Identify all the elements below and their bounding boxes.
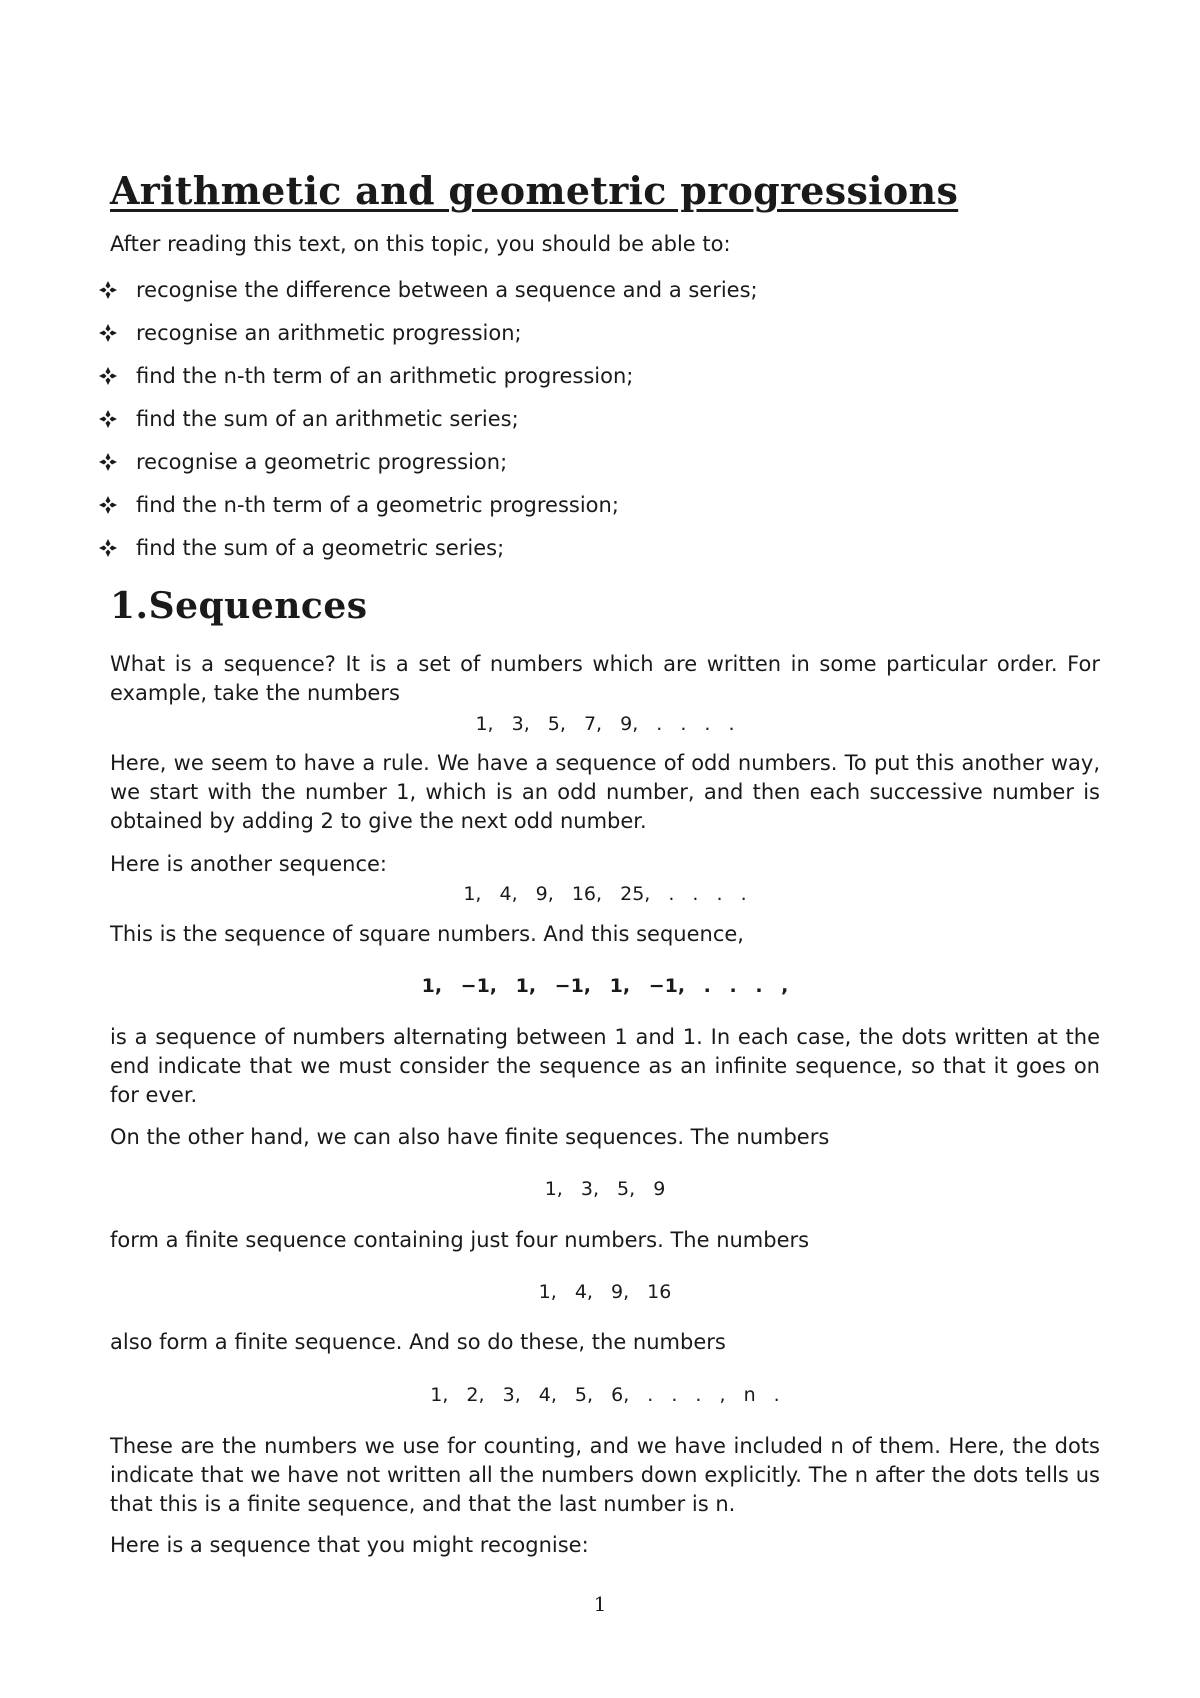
diamond-bullet-icon xyxy=(98,280,118,300)
list-item xyxy=(98,526,758,569)
diamond-bullet-icon xyxy=(98,366,118,386)
objective-text: find the n-th term of a geometric progression; xyxy=(136,492,619,517)
list-item xyxy=(98,397,758,440)
diamond-bullet-icon xyxy=(98,409,118,429)
paragraph: Here is another sequence: xyxy=(110,852,387,876)
paragraph: This is the sequence of square numbers. And this sequence, xyxy=(110,922,744,946)
objective-text: recognise a geometric progression; xyxy=(136,449,508,474)
paragraph: is a sequence of numbers alternating between 1 and 1. In each case, the dots written at the end indicate that we must consider the sequence as an infinite sequence, so that it goes on for ever. xyxy=(110,1025,1100,1107)
objective-text: find the sum of a geometric series; xyxy=(136,535,505,560)
sequence-finite-odd: 1, 3, 5, 9 xyxy=(544,1178,666,1200)
paragraph: form a finite sequence containing just four numbers. The numbers xyxy=(110,1228,810,1252)
paragraph: What is a sequence? It is a set of numbers which are written in some particular order. For example, take the numbers xyxy=(110,652,1100,705)
list-item xyxy=(98,483,758,526)
paragraph: Here is a sequence that you might recognise: xyxy=(110,1533,589,1557)
sequence-alternating: 1, −1, 1, −1, 1, −1, . . . , xyxy=(421,975,789,997)
list-item xyxy=(98,311,758,354)
objective-text: find the n-th term of an arithmetic progression; xyxy=(136,363,634,388)
objectives-list xyxy=(98,268,758,569)
sequence-finite-squares: 1, 4, 9, 16 xyxy=(538,1281,672,1303)
sequence-squares: 1, 4, 9, 16, 25, . . . . xyxy=(463,883,747,905)
paragraph: On the other hand, we can also have finite sequences. The numbers xyxy=(110,1125,830,1149)
sequence-counting: 1, 2, 3, 4, 5, 6, . . . , n . xyxy=(430,1384,780,1406)
page-number: 1 xyxy=(593,1592,607,1616)
list-item xyxy=(98,440,758,483)
diamond-bullet-icon xyxy=(98,495,118,515)
paragraph: Here, we seem to have a rule. We have a sequence of odd numbers. To put this another way, we start with the number 1, which is an odd number, and then each successive number is obtained by adding 2 to give the next odd number. xyxy=(110,751,1100,833)
page-title: Arithmetic and geometric progressions xyxy=(110,168,959,213)
intro-text: After reading this text, on this topic, you should be able to: xyxy=(110,232,731,256)
objective-text: recognise the difference between a sequence and a series; xyxy=(136,277,758,302)
list-item xyxy=(98,268,758,311)
list-item xyxy=(98,354,758,397)
objective-text: find the sum of an arithmetic series; xyxy=(136,406,519,431)
objective-text: recognise an arithmetic progression; xyxy=(136,320,522,345)
paragraph: These are the numbers we use for counting, and we have included n of them. Here, the dots indicate that we have not written all the numbers down explicitly. The n after the dots tells us that this is a finite sequence, and that the last number is n. xyxy=(110,1434,1100,1516)
sequence-odd: 1, 3, 5, 7, 9, . . . . xyxy=(475,713,735,735)
diamond-bullet-icon xyxy=(98,452,118,472)
paragraph: also form a finite sequence. And so do these, the numbers xyxy=(110,1330,726,1354)
diamond-bullet-icon xyxy=(98,538,118,558)
section-heading: 1.Sequences xyxy=(110,585,368,627)
diamond-bullet-icon xyxy=(98,323,118,343)
